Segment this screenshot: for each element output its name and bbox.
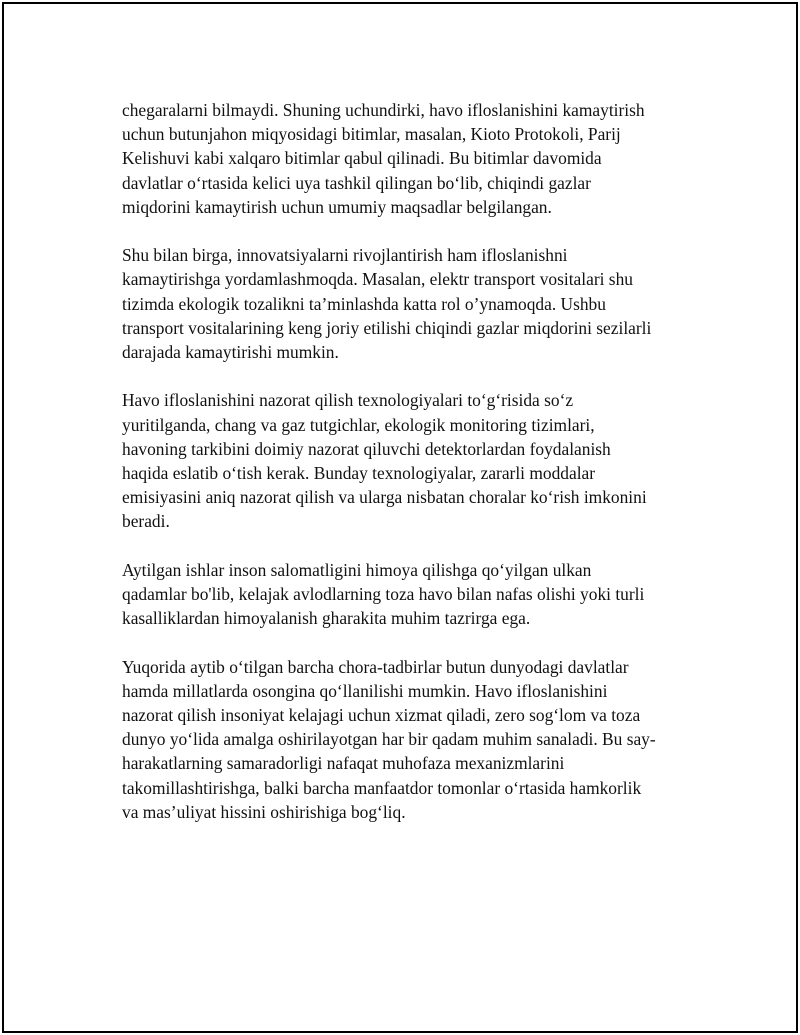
text-line: beradi. bbox=[122, 511, 170, 532]
text-line: takomillashtirishga, balki barcha manfaatdor tomonlar o‘rtasida hamkorlik bbox=[122, 777, 642, 798]
text-line: Yuqorida aytib o‘tilgan barcha chora-tadbirlar butun dunyodagi davlatlar bbox=[122, 656, 629, 677]
document-body bbox=[122, 98, 694, 848]
paragraph-5 bbox=[122, 655, 694, 824]
text-line: dunyo yo‘lida amalga oshirilayotgan har bir qadam muhim sanaladi. Bu say- bbox=[122, 729, 656, 750]
text-line: hamda millatlarda osongina qo‘llanilishi mumkin. Havo ifloslanishini bbox=[122, 680, 608, 701]
text-line: transport vositalarining keng joriy etilishi chiqindi gazlar miqdorini sezilarli bbox=[122, 317, 652, 338]
page-frame bbox=[2, 2, 798, 1033]
text-line: chegaralarni bilmaydi. Shuning uchundirki, havo ifloslanishini kamaytirish bbox=[122, 100, 645, 120]
text-line: haqida eslatib o‘tish kerak. Bunday texnologiyalar, zararli moddalar bbox=[122, 463, 596, 484]
text-line: yuritilganda, chang va gaz tutgichlar, ekologik monitoring tizimlari, bbox=[122, 414, 595, 435]
paragraph-1 bbox=[122, 98, 694, 219]
paragraph-3 bbox=[122, 388, 694, 533]
text-line: Havo ifloslanishini nazorat qilish texnologiyalari to‘g‘risida so‘z bbox=[122, 390, 574, 411]
text-line: qadamlar bo'lib, kelajak avlodlarning toza havo bilan nafas olishi yoki turli bbox=[122, 584, 645, 605]
text-line: uchun butunjahon miqyosidagi bitimlar, masalan, Kioto Protokoli, Parij bbox=[122, 124, 621, 145]
text-line: darajada kamaytirishi mumkin. bbox=[122, 342, 339, 363]
paragraph-4 bbox=[122, 558, 694, 631]
text-line: nazorat qilish insoniyat kelajagi uchun xizmat qiladi, zero sog‘lom va toza bbox=[122, 705, 641, 726]
text-line: harakatlarning samaradorligi nafaqat muhofaza mexanizmlarini bbox=[122, 753, 565, 774]
text-line: Shu bilan birga, innovatsiyalarni rivojlantirish ham ifloslanishni bbox=[122, 245, 568, 266]
text-line: Kelishuvi kabi xalqaro bitimlar qabul qilinadi. Bu bitimlar davomida bbox=[122, 148, 602, 169]
text-line: emisiyasini aniq nazorat qilish va ularga nisbatan choralar ko‘rish imkonini bbox=[122, 487, 647, 508]
text-line: miqdorini kamaytirish uchun umumiy maqsadlar belgilangan. bbox=[122, 196, 552, 217]
text-line: va mas’uliyat hissini oshirishiga bog‘liq. bbox=[122, 801, 406, 822]
text-line: kasalliklardan himoyalanish gharakita muhim tazrirga ega. bbox=[122, 608, 531, 629]
text-line: Aytilgan ishlar inson salomatligini himoya qilishga qo‘yilgan ulkan bbox=[122, 559, 592, 580]
text-line: davlatlar o‘rtasida kelici uya tashkil qilingan bo‘lib, chiqindi gazlar bbox=[122, 172, 591, 193]
text-line: kamaytirishga yordamlashmoqda. Masalan, elektr transport vositalari shu bbox=[122, 269, 633, 290]
paragraph-2 bbox=[122, 243, 694, 364]
text-line: havoning tarkibini doimiy nazorat qiluvchi detektorlardan foydalanish bbox=[122, 438, 611, 459]
text-line: tizimda ekologik tozalikni ta’minlashda katta rol o’ynamoqda. Ushbu bbox=[122, 293, 606, 314]
